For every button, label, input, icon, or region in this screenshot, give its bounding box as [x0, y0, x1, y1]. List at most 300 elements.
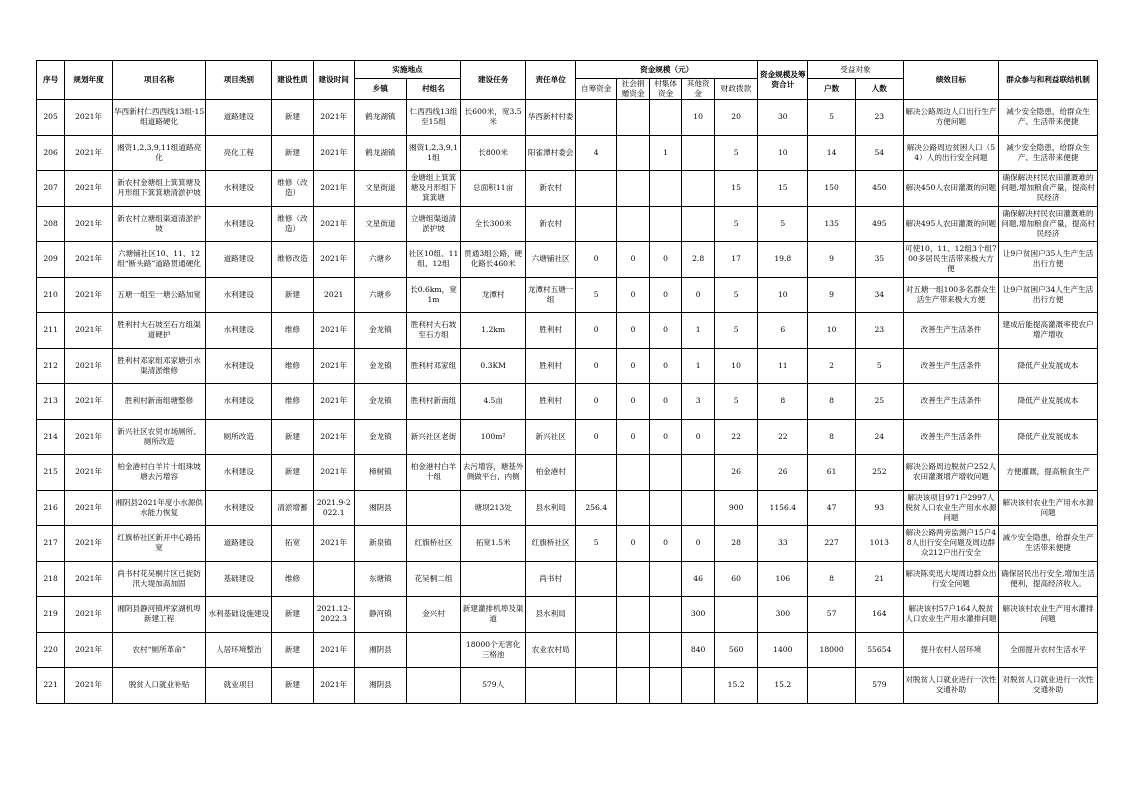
cell-people: 495: [855, 206, 903, 242]
cell-households: 9: [808, 242, 856, 278]
cell-self: [576, 455, 617, 491]
cell-other: 0: [682, 419, 715, 455]
cell-unit: 胜利村: [526, 313, 576, 349]
cell-village: [406, 668, 460, 704]
cell-total: 26: [758, 455, 808, 491]
cell-self: [576, 668, 617, 704]
cell-year: 2021年: [65, 597, 113, 633]
cell-time: 2021年: [313, 632, 354, 668]
cell-households: 8: [808, 419, 856, 455]
cell-people: 35: [855, 242, 903, 278]
cell-households: [808, 668, 856, 704]
cell-village: [406, 490, 460, 526]
cell-time: 2021年: [313, 419, 354, 455]
cell-unit: 红旗桥社区: [526, 526, 576, 562]
cell-town: 东塘镇: [354, 561, 406, 597]
cell-town: 鹤龙湖镇: [354, 135, 406, 171]
cell-village: [406, 632, 460, 668]
cell-time: 2021年: [313, 313, 354, 349]
cell-people: 24: [855, 419, 903, 455]
header-beneficiary: 受益对象: [808, 61, 903, 79]
cell-total: 19.8: [758, 242, 808, 278]
header-name: 项目名称: [112, 61, 205, 100]
cell-households: 10: [808, 313, 856, 349]
cell-people: 5: [855, 348, 903, 384]
cell-nature: 新建: [272, 419, 313, 455]
cell-mechanism: 减少安全隐患，给群众生产、生活带来便捷: [999, 100, 1098, 136]
cell-total: 15: [758, 171, 808, 207]
cell-nature: 维修: [272, 348, 313, 384]
cell-households: 227: [808, 526, 856, 562]
cell-goal: 提升农村人居环境: [903, 632, 998, 668]
cell-mechanism: 解决该村农业生产用水灌排问题: [999, 597, 1098, 633]
cell-year: 2021年: [65, 135, 113, 171]
cell-task: 0.3KM: [461, 348, 526, 384]
cell-village: 胜利村大石坡至石方组: [406, 313, 460, 349]
cell-fiscal: 15.2: [714, 668, 757, 704]
cell-time: 2021年: [313, 455, 354, 491]
cell-self: 256.4: [576, 490, 617, 526]
cell-seq: 219: [37, 597, 65, 633]
cell-other: 0: [682, 277, 715, 313]
cell-social: [617, 171, 650, 207]
cell-name: 六塘铺社区10、11、12组“断头路”道路贯通硬化: [112, 242, 205, 278]
cell-mechanism: 对脱贫人口就业进行一次性交通补助: [999, 668, 1098, 704]
cell-year: 2021年: [65, 242, 113, 278]
header-goal: 绩效目标: [903, 61, 998, 100]
cell-seq: 208: [37, 206, 65, 242]
cell-name: 新农村立塘组渠道清淤护坡: [112, 206, 205, 242]
cell-time: 2021年: [313, 526, 354, 562]
cell-social: [617, 455, 650, 491]
cell-collective: 0: [649, 348, 682, 384]
cell-self: 0: [576, 348, 617, 384]
cell-seq: 215: [37, 455, 65, 491]
cell-mechanism: 减少安全隐患，给群众生产生活带来便捷: [999, 526, 1098, 562]
cell-self: 0: [576, 384, 617, 420]
cell-time: [313, 561, 354, 597]
cell-total: 15.2: [758, 668, 808, 704]
cell-other: [682, 171, 715, 207]
cell-other: 0: [682, 526, 715, 562]
cell-households: 57: [808, 597, 856, 633]
cell-year: 2021年: [65, 419, 113, 455]
cell-village: 新兴社区老街: [406, 419, 460, 455]
cell-category: 人居环境整治: [206, 632, 272, 668]
cell-goal: 解决公路周边人口出行生产方便问题: [903, 100, 998, 136]
cell-task: 贯通3组公路，硬化路长460米: [461, 242, 526, 278]
cell-fiscal: 10: [714, 348, 757, 384]
cell-people: 1013: [855, 526, 903, 562]
cell-goal: 改善生产生活条件: [903, 313, 998, 349]
cell-year: 2021年: [65, 313, 113, 349]
cell-seq: 211: [37, 313, 65, 349]
cell-goal: 改善生产生活条件: [903, 419, 998, 455]
cell-time: 2021年: [313, 242, 354, 278]
cell-year: 2021年: [65, 348, 113, 384]
cell-goal: 可使10、11、12组3个组700多居民生活带来极大方便: [903, 242, 998, 278]
cell-town: 文星街道: [354, 171, 406, 207]
cell-nature: 维修改造: [272, 242, 313, 278]
cell-total: 300: [758, 597, 808, 633]
cell-unit: 阳雀潭村委会: [526, 135, 576, 171]
cell-name: 新兴社区农贸市场厕所、厕所改造: [112, 419, 205, 455]
cell-name: 五塘一组至一塘公路加宽: [112, 277, 205, 313]
cell-households: 2: [808, 348, 856, 384]
header-category: 项目类别: [206, 61, 272, 100]
header-nature: 建设性质: [272, 61, 313, 100]
cell-social: [617, 632, 650, 668]
cell-unit: 新兴社区: [526, 419, 576, 455]
cell-unit: 县水利局: [526, 597, 576, 633]
cell-village: 社区10组、11组、12组: [406, 242, 460, 278]
cell-year: 2021年: [65, 100, 113, 136]
cell-nature: 维修: [272, 561, 313, 597]
cell-collective: 0: [649, 419, 682, 455]
cell-total: 1156.4: [758, 490, 808, 526]
cell-name: 农村“厕所革命”: [112, 632, 205, 668]
cell-fiscal: 17: [714, 242, 757, 278]
cell-fiscal: 28: [714, 526, 757, 562]
cell-fiscal: 5: [714, 384, 757, 420]
header-task: 建设任务: [461, 61, 526, 100]
cell-time: 2021年: [313, 668, 354, 704]
cell-seq: 214: [37, 419, 65, 455]
cell-people: 93: [855, 490, 903, 526]
cell-total: 11: [758, 348, 808, 384]
cell-self: [576, 597, 617, 633]
cell-social: 0: [617, 348, 650, 384]
cell-fiscal: 560: [714, 632, 757, 668]
cell-self: 0: [576, 419, 617, 455]
cell-nature: 新建: [272, 135, 313, 171]
cell-category: 水利建设: [206, 171, 272, 207]
header-town: 乡镇: [354, 79, 406, 100]
table-row: [37, 171, 1098, 207]
cell-category: 道路建设: [206, 526, 272, 562]
header-people: 人数: [855, 79, 903, 100]
cell-unit: 柏金港村: [526, 455, 576, 491]
cell-total: 106: [758, 561, 808, 597]
cell-seq: 216: [37, 490, 65, 526]
cell-mechanism: 降低产业发展成本: [999, 419, 1098, 455]
table-row: [37, 526, 1098, 562]
cell-task: 长600米，宽3.5米: [461, 100, 526, 136]
cell-self: 5: [576, 277, 617, 313]
cell-collective: [649, 455, 682, 491]
cell-unit: 胜利村: [526, 348, 576, 384]
cell-seq: 218: [37, 561, 65, 597]
cell-village: 湘资1,2,3,9,11组: [406, 135, 460, 171]
cell-town: 金龙镇: [354, 313, 406, 349]
cell-unit: 尚书村: [526, 561, 576, 597]
header-mechanism: 群众参与和利益联结机制: [999, 61, 1098, 100]
cell-time: 2021年: [313, 348, 354, 384]
header-fiscal: 财政拨款: [714, 79, 757, 100]
header-seq: 序号: [37, 61, 65, 100]
cell-name: 新农村金塘组上箕箕塘及月形组下箕箕塘清淤护坡: [112, 171, 205, 207]
cell-category: 道路建设: [206, 242, 272, 278]
cell-social: 0: [617, 384, 650, 420]
cell-mechanism: 确保解决村民农田灌溉难的问题,增加粮食产量，提高村民经济: [999, 206, 1098, 242]
cell-category: 就业项目: [206, 668, 272, 704]
cell-goal: 解决公路周边脱贫户252人农田灌溉增产增收问题: [903, 455, 998, 491]
cell-mechanism: 让9户贫困户34人生产生活出行方便: [999, 277, 1098, 313]
cell-seq: 220: [37, 632, 65, 668]
cell-social: [617, 490, 650, 526]
cell-category: 水利基础设施建设: [206, 597, 272, 633]
cell-people: 54: [855, 135, 903, 171]
cell-seq: 221: [37, 668, 65, 704]
cell-seq: 207: [37, 171, 65, 207]
cell-other: [682, 668, 715, 704]
cell-name: 胜利村新南组塘整修: [112, 384, 205, 420]
header-time: 建设时间: [313, 61, 354, 100]
cell-name: 脱贫人口就业补贴: [112, 668, 205, 704]
cell-households: 9: [808, 277, 856, 313]
cell-name: 湘资1,2,3,9,11组道路亮化: [112, 135, 205, 171]
cell-goal: 解决495人农田灌溉的问题: [903, 206, 998, 242]
cell-goal: 解决公路两旁监测户15户48人出行安全问题及周边群众212户出行安全: [903, 526, 998, 562]
cell-mechanism: 让9户贫困户35人生产生活出行方便: [999, 242, 1098, 278]
table-row: [37, 668, 1098, 704]
cell-mechanism: 解决该村农业生产用水水源问题: [999, 490, 1098, 526]
cell-village: 红旗桥社区: [406, 526, 460, 562]
cell-unit: 六塘铺社区: [526, 242, 576, 278]
cell-total: 8: [758, 384, 808, 420]
cell-category: 厕所改造: [206, 419, 272, 455]
cell-town: 湘阴县: [354, 668, 406, 704]
cell-fiscal: 5: [714, 206, 757, 242]
cell-category: 水利建设: [206, 384, 272, 420]
cell-town: 文星街道: [354, 206, 406, 242]
cell-households: 8: [808, 384, 856, 420]
cell-mechanism: 全面提升农村生活水平: [999, 632, 1098, 668]
table-row: [37, 419, 1098, 455]
cell-collective: [649, 632, 682, 668]
cell-collective: 0: [649, 277, 682, 313]
header-social: 社会捐赠资金: [617, 79, 650, 100]
cell-task: 塘坝213处: [461, 490, 526, 526]
cell-time: 2021年: [313, 171, 354, 207]
cell-nature: 清淤增蓄: [272, 490, 313, 526]
cell-collective: [649, 171, 682, 207]
cell-self: [576, 561, 617, 597]
cell-nature: 维修（改造）: [272, 171, 313, 207]
cell-time: 2021.12-2022.3: [313, 597, 354, 633]
table-row: [37, 455, 1098, 491]
cell-goal: 对五塘一组100多名群众生活生产带来极大方便: [903, 277, 998, 313]
cell-households: 18000: [808, 632, 856, 668]
cell-task: 18000个无害化三格池: [461, 632, 526, 668]
cell-fiscal: 5: [714, 277, 757, 313]
cell-seq: 210: [37, 277, 65, 313]
cell-time: 2021年: [313, 135, 354, 171]
cell-town: 樟树镇: [354, 455, 406, 491]
header-self: 自筹资金: [576, 79, 617, 100]
cell-seq: 206: [37, 135, 65, 171]
cell-nature: 新建: [272, 668, 313, 704]
cell-goal: 对脱贫人口就业进行一次性交通补助: [903, 668, 998, 704]
table-row: [37, 206, 1098, 242]
cell-collective: 0: [649, 313, 682, 349]
table-row: [37, 384, 1098, 420]
cell-seq: 213: [37, 384, 65, 420]
project-table: [36, 60, 1098, 704]
cell-unit: 胜利村: [526, 384, 576, 420]
cell-total: 30: [758, 100, 808, 136]
cell-name: 华西新村仁西西线13组-15组道路硬化: [112, 100, 205, 136]
cell-other: 300: [682, 597, 715, 633]
cell-name: 湘阴县2021年度小水源供水能力恢复: [112, 490, 205, 526]
cell-nature: 维修: [272, 313, 313, 349]
cell-people: 23: [855, 100, 903, 136]
cell-people: 25: [855, 384, 903, 420]
cell-village: 花吴桐二组: [406, 561, 460, 597]
cell-total: 22: [758, 419, 808, 455]
cell-time: 2021年: [313, 100, 354, 136]
cell-goal: 解决该项目971户2997人脱贫人口农业生产用水水源问题: [903, 490, 998, 526]
table-row: [37, 632, 1098, 668]
cell-nature: 新建: [272, 632, 313, 668]
cell-category: 水利建设: [206, 490, 272, 526]
cell-goal: 改善生产生活条件: [903, 384, 998, 420]
cell-seq: 205: [37, 100, 65, 136]
cell-social: 0: [617, 419, 650, 455]
cell-town: 金龙镇: [354, 419, 406, 455]
header-other: 其他资金: [682, 79, 715, 100]
cell-total: 10: [758, 277, 808, 313]
cell-households: 8: [808, 561, 856, 597]
cell-unit: 县水利局: [526, 490, 576, 526]
cell-collective: [649, 668, 682, 704]
cell-town: 六塘乡: [354, 277, 406, 313]
cell-households: 47: [808, 490, 856, 526]
cell-task: 龙潭村: [461, 277, 526, 313]
cell-households: 135: [808, 206, 856, 242]
cell-collective: [649, 100, 682, 136]
cell-task: 新建灌排机埠及渠道: [461, 597, 526, 633]
table-row: [37, 597, 1098, 633]
cell-goal: 解决公路周边贫困人口（54）人的出行安全问题: [903, 135, 998, 171]
cell-other: 1: [682, 313, 715, 349]
header-year: 规划年度: [65, 61, 113, 100]
cell-time: 2021.9-2022.1: [313, 490, 354, 526]
cell-town: 金龙镇: [354, 384, 406, 420]
table-row: [37, 561, 1098, 597]
cell-name: 湘阴县静河镇坪家湖机埠新建工程: [112, 597, 205, 633]
cell-fiscal: 60: [714, 561, 757, 597]
cell-people: 23: [855, 313, 903, 349]
cell-total: 10: [758, 135, 808, 171]
cell-year: 2021年: [65, 171, 113, 207]
cell-mechanism: 降低产业发展成本: [999, 348, 1098, 384]
cell-total: 1400: [758, 632, 808, 668]
cell-village: 胜利村邓家组: [406, 348, 460, 384]
cell-fiscal: 5: [714, 313, 757, 349]
table-row: [37, 277, 1098, 313]
cell-unit: 新农村: [526, 206, 576, 242]
cell-other: 2.8: [682, 242, 715, 278]
cell-goal: 改善生产生活条件: [903, 348, 998, 384]
cell-year: 2021年: [65, 455, 113, 491]
cell-social: 0: [617, 277, 650, 313]
cell-town: 金龙镇: [354, 348, 406, 384]
header-households: 户数: [808, 79, 856, 100]
cell-collective: [649, 597, 682, 633]
cell-other: [682, 135, 715, 171]
cell-people: 252: [855, 455, 903, 491]
cell-time: 2021年: [313, 206, 354, 242]
header-total: 资金规模及筹资合计: [758, 61, 808, 100]
cell-other: 10: [682, 100, 715, 136]
cell-year: 2021年: [65, 526, 113, 562]
cell-name: 红旗桥社区新开中心路拓宽: [112, 526, 205, 562]
cell-fiscal: 15: [714, 171, 757, 207]
cell-people: 21: [855, 561, 903, 597]
header-village: 村组名: [406, 79, 460, 100]
cell-mechanism: 方便灌溉，提高粮食生产: [999, 455, 1098, 491]
cell-social: [617, 597, 650, 633]
cell-name: 胜利村邓家组邓家塘引水渠清淤维修: [112, 348, 205, 384]
header-funds: 资金规模（元）: [576, 61, 758, 79]
cell-seq: 212: [37, 348, 65, 384]
cell-mechanism: 确保居民出行安全,增加生活便利，提高经济收入。: [999, 561, 1098, 597]
cell-fiscal: 900: [714, 490, 757, 526]
cell-mechanism: 建成后能提高灌溉率使农户增产增收: [999, 313, 1098, 349]
cell-year: 2021年: [65, 384, 113, 420]
cell-category: 亮化工程: [206, 135, 272, 171]
header-location: 实施地点: [354, 61, 460, 79]
cell-self: 5: [576, 526, 617, 562]
cell-other: 3: [682, 384, 715, 420]
cell-people: 55654: [855, 632, 903, 668]
cell-mechanism: 降低产业发展成本: [999, 384, 1098, 420]
cell-social: [617, 206, 650, 242]
cell-other: 840: [682, 632, 715, 668]
cell-category: 水利建设: [206, 206, 272, 242]
cell-households: 150: [808, 171, 856, 207]
cell-town: 六塘乡: [354, 242, 406, 278]
cell-goal: 解决该村57户164人脱贫人口农业生产用水灌排问题: [903, 597, 998, 633]
header-collective: 村集体资金: [649, 79, 682, 100]
cell-self: [576, 206, 617, 242]
cell-nature: 拓宽: [272, 526, 313, 562]
cell-collective: 0: [649, 384, 682, 420]
cell-nature: 新建: [272, 597, 313, 633]
cell-town: 新泉镇: [354, 526, 406, 562]
cell-collective: 0: [649, 526, 682, 562]
cell-fiscal: 26: [714, 455, 757, 491]
cell-households: 14: [808, 135, 856, 171]
cell-town: 静河镇: [354, 597, 406, 633]
cell-collective: [649, 490, 682, 526]
cell-fiscal: 5: [714, 135, 757, 171]
cell-fiscal: 20: [714, 100, 757, 136]
cell-goal: 解决陈奕迅大堤周边群众出行安全问题: [903, 561, 998, 597]
cell-social: 0: [617, 526, 650, 562]
cell-collective: [649, 206, 682, 242]
cell-other: [682, 455, 715, 491]
cell-task: 总面积11亩: [461, 171, 526, 207]
cell-other: 1: [682, 348, 715, 384]
cell-year: 2021年: [65, 632, 113, 668]
cell-social: 0: [617, 242, 650, 278]
cell-unit: 新农村: [526, 171, 576, 207]
cell-social: [617, 668, 650, 704]
cell-seq: 217: [37, 526, 65, 562]
cell-households: 61: [808, 455, 856, 491]
